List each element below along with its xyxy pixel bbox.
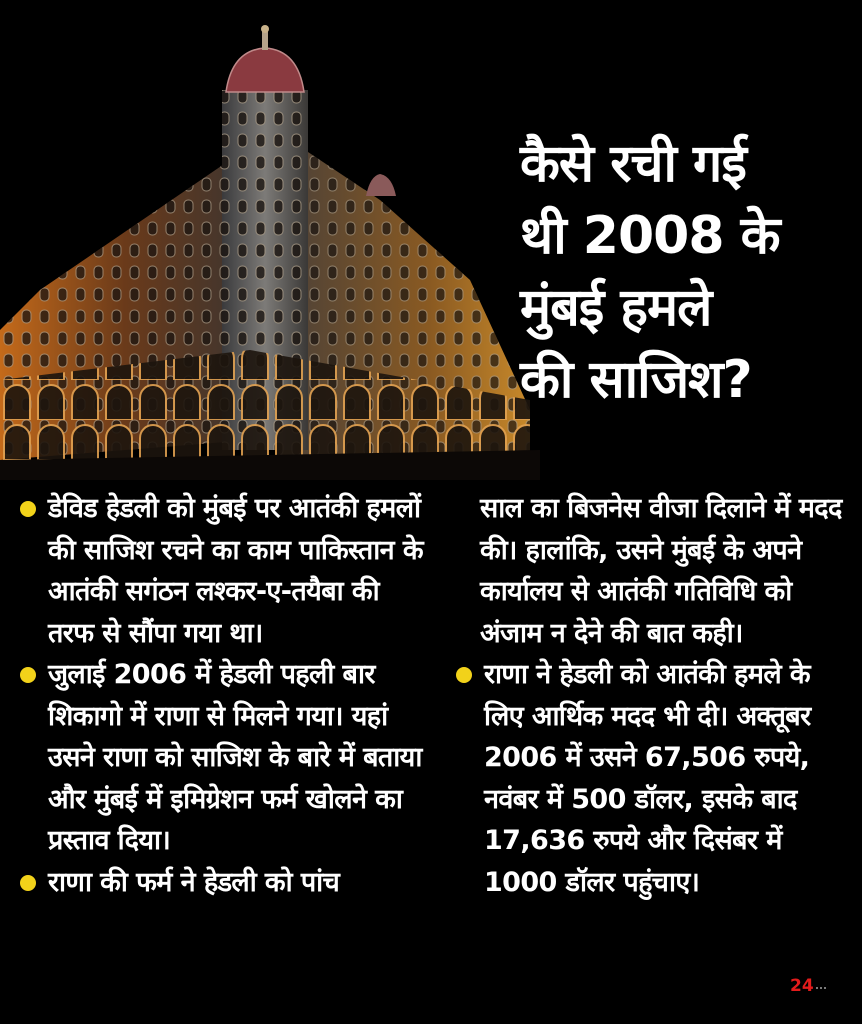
bullet-text: जुलाई 2006 में हेडली पहली बार शिकागो में राणा से मिलने गया। यहां उसने राणा को साजिश के बारे में बताया और मुंबई में इमिग्रेशन फर्म खोलने का प्रस्ताव दिया। (48, 659, 422, 856)
bullet-text: साल का बिजनेस वीजा दिलाने में मदद की। हालांकि, उसने मुंबई के अपने कार्यालय से आतंकी गतिविधि को अंजाम न देने की बात कही। (480, 493, 842, 649)
bullet-item (20, 862, 430, 904)
headline-line: कैसे रची गई (520, 134, 746, 194)
taj-hotel-building-icon (0, 20, 540, 480)
continued-text (456, 488, 851, 654)
headline-line: थी 2008 के (520, 206, 780, 266)
right-column (456, 488, 851, 903)
bullet-text: राणा की फर्म ने हेडली को पांच (48, 866, 340, 898)
left-column (20, 488, 430, 903)
headline-line: की साजिश? (520, 350, 752, 410)
bullet-dot-icon (20, 667, 36, 683)
bullet-text: डेविड हेडली को मुंबई पर आतंकी हमलों की साजिश रचने का काम पाकिस्तान के आतंकी सगंठन लश्कर-ए-तयैबा की तरफ से सौंपा गया था। (48, 493, 424, 649)
bullet-dot-icon (456, 667, 472, 683)
page-number: 24 (790, 976, 814, 996)
bullet-item (456, 654, 851, 903)
bullet-dot-icon (20, 875, 36, 891)
bullet-item (20, 488, 430, 654)
bullet-item (20, 654, 430, 862)
bullet-text: राणा ने हेडली को आतंकी हमले के लिए आर्थिक मदद भी दी। अक्तूबर 2006 में उसने 67,506 रुपये, नवंबर में 500 डॉलर, इसके बाद 17,636 रुपये और दिसंबर में 1000 डॉलर पहुंचाए। (484, 659, 811, 898)
headline-line: मुंबई हमले (520, 278, 712, 338)
headline (520, 128, 850, 416)
page-number-dots (816, 987, 826, 992)
bullet-dot-icon (20, 501, 36, 517)
